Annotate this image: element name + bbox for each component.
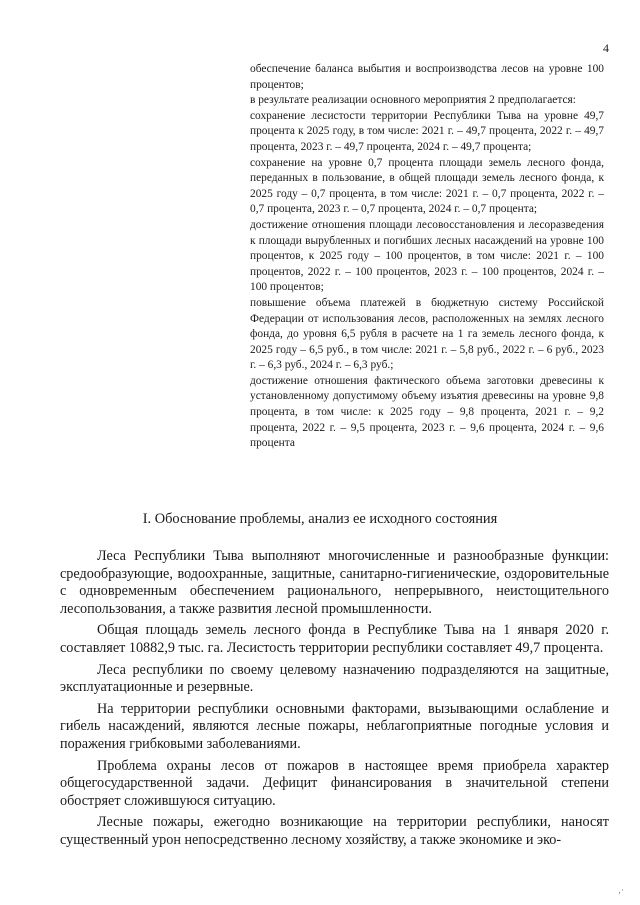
indicator-item: достижение отношения фактического объема заготовки древесины к установленному допустимому объему изъятия древесины на уровне 9,8 процента, в том числе: к 2025 году – 9,8 процента, 2021 г. – 9,2 процента, 2022 г. – 9,5 процента, 2023 г. – 9,6 процента, 2024 г. – 9,6 процента (250, 374, 604, 450)
paragraph: Общая площадь земель лесного фонда в Республике Тыва на 1 января 2020 г. составляет 10882,9 тыс. га. Лесистость территории республики составляет 49,7 процента. (60, 622, 609, 656)
page-number: 4 (603, 41, 609, 55)
paragraph: На территории республики основными факторами, вызывающими ослабление и гибель насаждений, являются лесные пожары, неблагоприятные погодные условия и поражения грибковыми заболеваниями. (60, 700, 609, 752)
paragraph: Проблема охраны лесов от пожаров в настоящее время приобрела характер общегосударственной задачи. Дефицит финансирования в значительной степени обостряет сложившуюся ситуацию. (60, 757, 609, 809)
indicator-item: в результате реализации основного мероприятия 2 предполагается: (250, 94, 576, 107)
paragraph: Лесные пожары, ежегодно возникающие на территории республики, наносят существенный урон непосредственно лесному хозяйству, а также экономике и эко- (60, 814, 609, 848)
indicator-item: повышение объема платежей в бюджетную систему Российской Федерации от использования лесов, расположенных на землях лесного фонда, до уровня 6,5 рубля в расчете на 1 га земель лесного фонда, к 2025 году – 6,5 руб., в том числе: 2021 г. – 5,8 руб., 2022 г. – 6 руб., 2023 г. – 6,3 руб., 2024 г. – 6,3 руб.; (250, 296, 604, 372)
section-heading: I. Обоснование проблемы, анализ ее исходного состояния (142, 511, 498, 527)
corner-mark-icon: ‚· (618, 885, 624, 895)
indicator-list (250, 62, 604, 452)
indicator-item: сохранение на уровне 0,7 процента площади земель лесного фонда, переданных в пользование, в общей площади земель лесного фонда, к 2025 году – 0,7 процента, в том числе: 2021 г. – 0,7 процента, 2022 г. – 0,7 процента, 2023 г. – 0,7 процента, 2024 г. – 0,7 процента; (250, 156, 604, 216)
indicator-item: сохранение лесистости территории Республики Тыва на уровне 49,7 процента к 2025 году, в том числе: 2021 г. – 49,7 процента, 2022 г. – 49,7 процента, 2023 г. – 49,7 процента, 2024 г. – 49,7 процента; (250, 109, 604, 153)
paragraph: Леса республики по своему целевому назначению подразделяются на защитные, эксплуатационные и резервные. (60, 661, 609, 696)
paragraph: Леса Республики Тыва выполняют многочисленные и разнообразные функции: средообразующие, водоохранные, защитные, санитарно-гигиенические, оздоровительные с одновременным обеспечением рационального, непрерывного, неистощительного лесопользования, а также развития лесной промышленности. (60, 548, 609, 617)
indicator-item: обеспечение баланса выбытия и воспроизводства лесов на уровне 100 процентов; (250, 63, 604, 91)
body-text (60, 548, 609, 854)
indicator-item: достижение отношения площади лесовосстановления и лесоразведения к площади вырубленных и погибших лесных насаждений на уровне 100 процентов, к 2025 году – 100 процентов, в том числе: 2021 г. – 100 процентов, 2022 г. – 100 процентов, 2023 г. – 100 процентов, 2024 г. – 100 процентов; (250, 218, 604, 294)
